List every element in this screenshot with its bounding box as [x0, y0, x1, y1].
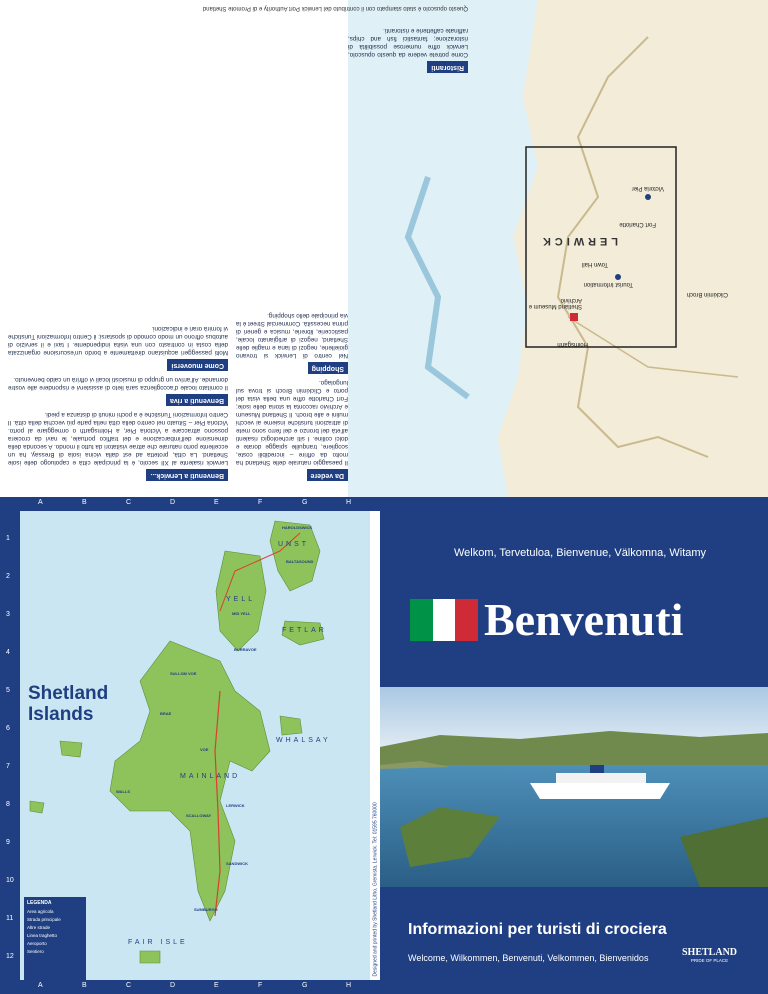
print-credit-strip: [371, 511, 380, 980]
restaurants-heading: Ristoranti: [427, 61, 468, 73]
ashore-heading: Benvenuti a riva: [166, 394, 228, 406]
column-letters-bottom: [20, 982, 370, 994]
col-letter-d: D: [170, 499, 176, 506]
place-sandwick: SANDWICK: [226, 861, 248, 866]
col-letter-c: C: [126, 499, 132, 506]
restaurants-text: Come potrete vedere da questo opuscolo, Lerwick offre numerose possibilità di ristorazione; fantastici fish and chips, raffinate caffetterie e ristoranti.: [348, 27, 468, 58]
legend-item-5: Sentiero: [27, 949, 44, 954]
unst-shape: [270, 521, 320, 591]
flag-white-band: [433, 599, 456, 641]
map-label-1: Fort Charlotte: [619, 221, 656, 227]
legend-item-1: Strada principale: [27, 917, 61, 922]
island-title-line1: Shetland: [28, 683, 109, 704]
shopping-text: Nel centro di Lerwick si trovano gioiellerie, negozi di lana e maglie delle Shetland, negozi di artigianato locale, pasticcerie, librerie, musica e generi di prima necessità. Commercial Street è la via principale dello shopping.: [236, 312, 348, 359]
brand-tagline: PRIDE OF PLACE: [690, 958, 729, 963]
col-letter-h-b: H: [346, 982, 352, 989]
island-map-panel: [0, 497, 380, 994]
sights-heading: Da vedere: [307, 469, 348, 481]
footer-credit: Questo opuscolo è stato stampato con il contributo del Lerwick Port Authority e di Promote Shetland: [202, 5, 468, 11]
place-haroldswick: HAROLDSWICK: [282, 525, 313, 530]
lerwick-label: LERWICK: [538, 235, 618, 247]
map-label-5: Holmsgarth: [557, 341, 588, 347]
getting-around-text: Molti passeggeri acquistano direttamente a bordo un'escursione organizzata della costa in contrasto con una visita indipendente. I taxi e il servizio di autobus offrono un modo comodo di spostarsi; il Centro Informazioni Turistiche vi fornirà orari e indicazioni.: [8, 325, 228, 356]
sights-column: [236, 311, 348, 485]
row-5: 5: [6, 687, 10, 694]
print-credit: Designed and printed by Shetland Litho, Gremista, Lerwick. Tel: 01595 760000: [372, 802, 379, 977]
welcome-text: Lerwick risalente al XII secolo, è la principale città e capoluogo delle isole Shetland. La città, protetta ad est dalla vicina isola di Bressay, ha un eccellente porto naturale che attrae visitatori da tutto il mondo. A seconda della dimensione dell'imbarcazione e del traffico portuale, le navi da crociera possono attraccare a Victoria Pier, a Holmsgarth o ormeggiare al porto. Victoria Pier – Situato nel centro della città nella parte più vecchia della città. Il Centro Informazioni Turistiche è a pochi minuti di distanza a piedi.: [8, 411, 228, 466]
legend-item-2: Altre strade: [27, 925, 51, 930]
island-title-line2: Islands: [28, 704, 94, 725]
row-numbers: [0, 511, 20, 980]
restaurants-column: [348, 26, 468, 77]
shopping-heading: Shopping: [308, 362, 348, 374]
region-fair-isle: FAIR ISLE: [128, 939, 188, 946]
place-baltasound: BALTASOUND: [286, 559, 314, 564]
col-letter-f: F: [258, 499, 263, 506]
italian-flag-icon: [410, 599, 478, 641]
whalsay-shape: [280, 716, 302, 735]
row-4: 4: [6, 649, 10, 656]
cruise-ship-deck: [556, 773, 646, 783]
region-fetlar: FETLAR: [282, 627, 327, 634]
place-brae: BRAE: [160, 711, 172, 716]
place-scalloway: SCALLOWAY: [186, 813, 212, 818]
place-mid-yell: MID YELL: [232, 611, 251, 616]
place-lerwick: LERWICK: [226, 803, 245, 808]
map-label-2: Clickimin Broch: [686, 291, 728, 297]
legend-item-4: Aeroporto: [27, 941, 47, 946]
cover-panel: [380, 497, 768, 994]
cover-title: Benvenuti: [484, 594, 684, 645]
sights-text: Il paesaggio naturale delle Shetland ha molto da offrire – incredibili coste, scogliere, tranquille spiagge dorate e dolci colline. I siti archeologici risalenti all'età del bronzo e del ferro sono mete di attrazioni turistiche insieme ai vecchi mulini e alle broch. Il Shetland Museum e Archivio racconta la storia delle isole; Fort Charlotte offre una bella vista del porto e Clickimin Broch si trova sul lungolago.: [236, 379, 348, 466]
row-3: 3: [6, 611, 10, 618]
map-label-4: Tourist Information: [583, 281, 633, 287]
welcome-column: [8, 324, 228, 485]
place-voe: VOE: [200, 747, 209, 752]
col-letter-g: G: [302, 499, 308, 506]
row-7: 7: [6, 763, 10, 770]
map-legend: [24, 897, 86, 981]
col-letter-c-b: C: [126, 982, 132, 989]
row-9: 9: [6, 839, 10, 846]
welcome-heading: Benvenuti a Lerwick...: [146, 469, 228, 481]
museum-marker: [570, 313, 578, 321]
place-walls: WALLS: [116, 789, 130, 794]
flag-red-band: [455, 599, 478, 641]
map-label-3: Town Hall: [581, 261, 608, 267]
region-mainland: MAINLAND: [180, 773, 241, 780]
bressay-sound: [408, 177, 468, 397]
land-area: [498, 0, 768, 497]
place-burravoe: BURRAVOE: [234, 647, 257, 652]
col-letter-a-b: A: [38, 982, 43, 989]
legend-item-0: Area agricola: [27, 909, 54, 914]
row-11: 11: [6, 915, 14, 922]
island-map-title: [28, 683, 108, 725]
region-yell: YELL: [226, 596, 256, 603]
col-letter-d-b: D: [170, 982, 176, 989]
flag-green-band: [410, 599, 433, 641]
mainland-shape: [110, 641, 270, 921]
cruise-ship-funnel: [590, 765, 604, 773]
museum-label: Shetland Museum e Archivio: [528, 297, 582, 309]
region-unst: UNST: [278, 541, 310, 548]
place-sullom-voe: SULLOM VOE: [170, 671, 197, 676]
cruise-ship-hull: [530, 783, 670, 799]
col-letter-b: B: [82, 499, 87, 506]
brand-name: SHETLAND: [682, 947, 738, 958]
row-6: 6: [6, 725, 10, 732]
row-8: 8: [6, 801, 10, 808]
col-letter-f-b: F: [258, 982, 263, 989]
greetings-line: Welkom, Tervetuloa, Bienvenue, Välkomna, Witamy: [453, 547, 707, 559]
row-12: 12: [6, 953, 14, 960]
region-whalsay: WHALSAY: [276, 737, 331, 744]
fair-isle-shape: [140, 951, 160, 963]
col-letter-a: A: [38, 499, 43, 506]
brochure-subtitle: Informazioni per turisti di crociera: [408, 921, 667, 938]
legend-item-3: Linea traghetto: [27, 933, 58, 938]
ashore-text: Il comitato locale d'accoglienza sarà lieto di assistervi e rispondere alle vostre domande. All'arrivo un gruppo di musicisti locali vi offrirà un caldo benvenuto.: [8, 376, 228, 391]
papa-stour-shape: [60, 741, 82, 757]
col-letter-h: H: [346, 499, 352, 506]
legend-title: LEGENDA: [27, 900, 52, 906]
row-2: 2: [6, 573, 10, 580]
getting-around-heading: Come muoversi: [167, 359, 228, 371]
col-letter-b-b: B: [82, 982, 87, 989]
row-1: 1: [6, 535, 10, 542]
foula-shape: [30, 801, 44, 813]
shetland-brand: [682, 947, 737, 963]
harbour-photo-graphic: [380, 687, 768, 887]
pier-marker: [645, 194, 651, 200]
map-label-0: Victoria Pier: [631, 185, 664, 191]
col-letter-e-b: E: [214, 982, 219, 989]
brochure-front: [0, 497, 768, 994]
info-marker: [615, 274, 621, 280]
col-letter-g-b: G: [302, 982, 308, 989]
languages-line: Welcome, Wilkommen, Benvenuti, Velkommen, Bienvenidos: [408, 953, 649, 963]
harbour-photo: [380, 687, 768, 887]
place-sumburgh: SUMBURGH: [194, 907, 218, 912]
col-letter-e: E: [214, 499, 219, 506]
row-10: 10: [6, 877, 14, 884]
